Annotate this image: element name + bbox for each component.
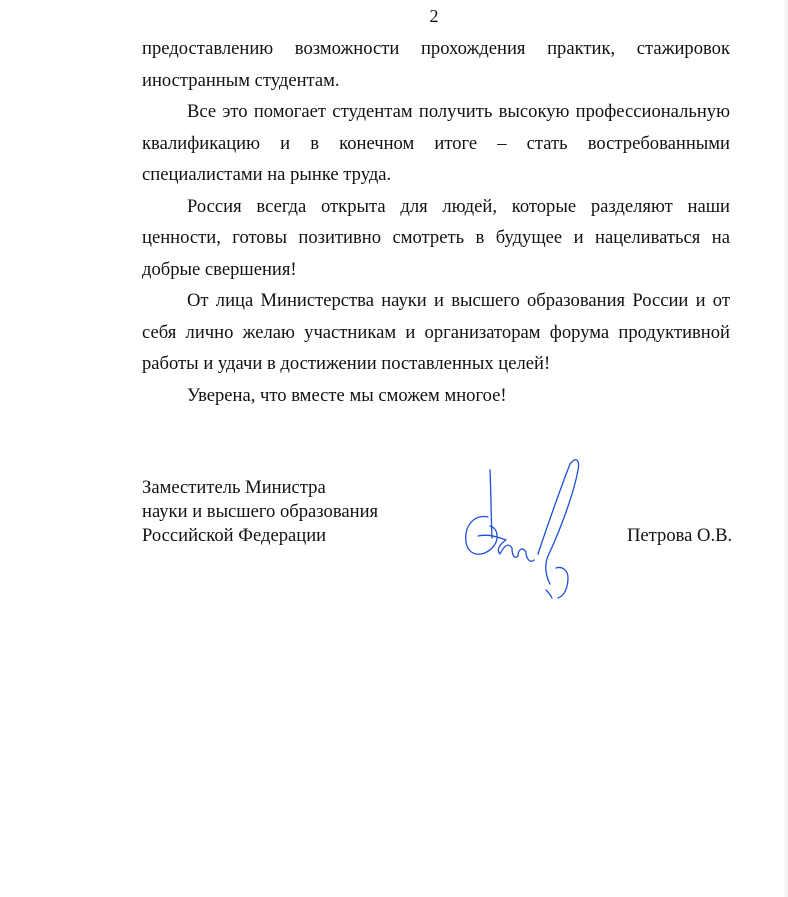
handwritten-signature — [460, 452, 590, 604]
letter-body — [142, 33, 730, 411]
scan-edge-shadow — [782, 0, 788, 897]
paragraph-5: Уверена, что вместе мы сможем многое! — [187, 384, 507, 406]
signature-stroke-4 — [538, 460, 579, 584]
page-number: 2 — [429, 6, 439, 26]
signer-title-line-1: Заместитель Министра — [142, 477, 326, 498]
signature-stroke-5 — [556, 567, 568, 598]
signer-name: Петрова О.В. — [627, 525, 733, 546]
paragraph-3: Россия всегда открыта для людей, которые разделяют наши ценности, готовы позитивно смотреть в будущее и нацеливаться на добрые свершения! — [142, 195, 730, 280]
paragraph-4: От лица Министерства науки и высшего образования России и от себя лично желаю участникам и организаторам форума продуктивной работы и удачи в достижении поставленных целей! — [142, 290, 730, 374]
signer-title-block — [142, 476, 378, 548]
signature-stroke-3 — [478, 535, 534, 561]
paragraph-2: Все это помогает студентам получить высокую профессиональную квалификацию и в конечном итоге – стать востребованными специалистами на рынке труда. — [142, 101, 730, 185]
signer-title-line-3: Российской Федерации — [142, 525, 327, 546]
paragraph-1: предоставлению возможности прохождения практик, стажировок иностранным студентам. — [142, 38, 730, 91]
signer-title-line-2: науки и высшего образования — [142, 501, 379, 522]
signature-stroke-1 — [490, 470, 492, 538]
signature-stroke-6 — [546, 590, 552, 598]
